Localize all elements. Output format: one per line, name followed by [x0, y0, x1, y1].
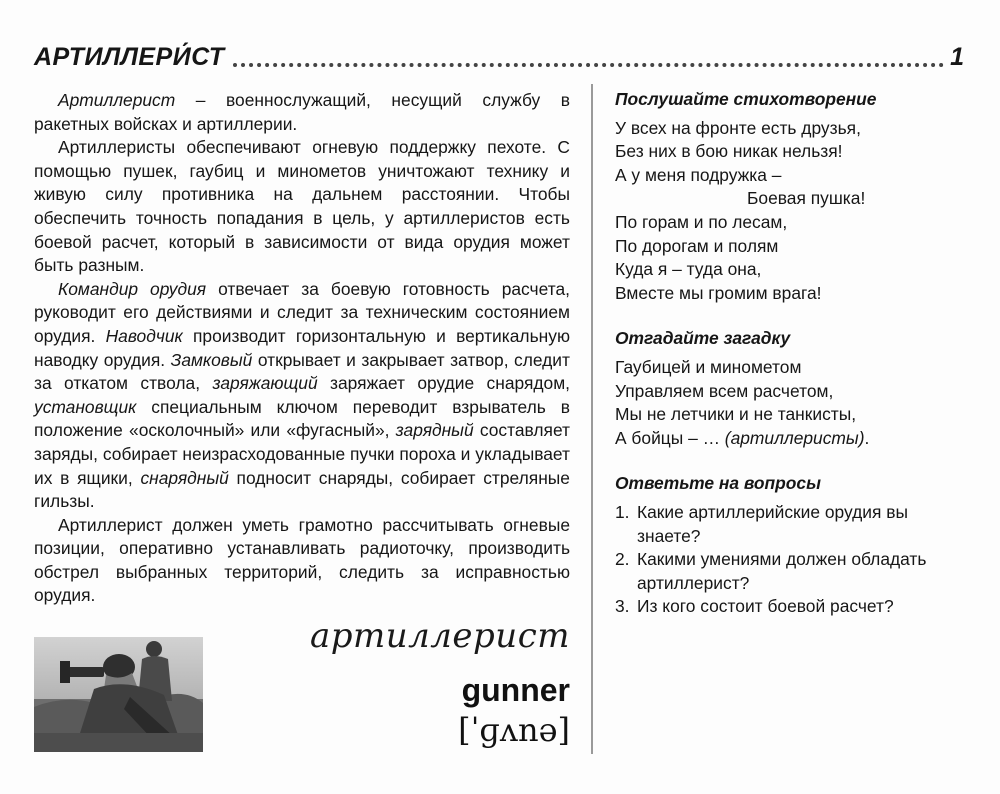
paragraph-text: открывает и закрывает затвор, следит за откатом ствола,: [34, 349, 570, 394]
riddle-line-suffix: .: [864, 427, 870, 448]
column-divider: [591, 84, 593, 754]
paragraph-text: Артиллерист должен уметь грамотно рассчитывать огневые позиции, оперативно устанавливать радиоточку, производить обстрел выбранных территорий, следить за исправностью орудия.: [34, 514, 570, 606]
term-italic: Замковый: [170, 349, 253, 370]
english-word: gunner: [461, 672, 570, 708]
sidebar: [615, 88, 975, 619]
riddle-title: Отгадайте загадку: [615, 328, 791, 349]
paragraph-text: – военнослужащий, несущий службу в ракетных войсках и артиллерии.: [34, 90, 570, 134]
poem-line: Вместе мы громим врага!: [615, 282, 822, 303]
poem-line: По дорогам и полям: [615, 235, 779, 256]
riddle-line: Мы не летчики и не танкисты,: [615, 404, 857, 425]
question-item: [615, 548, 975, 595]
question-item: [615, 501, 975, 548]
body-paragraph: [34, 136, 570, 278]
riddle: [615, 356, 975, 450]
poem: [615, 117, 975, 306]
paragraph-text: отвечает за боевую готовность расчета, руководит его действиями и следит за техническим состоянием орудия.: [34, 278, 570, 346]
paragraph-text: заряжает орудие снарядом,: [317, 373, 571, 394]
question-number: 2.: [615, 549, 630, 570]
term-italic: заряжающий: [212, 373, 318, 394]
question-number: 3.: [615, 596, 630, 617]
transcription: [ˈɡʌnə]: [458, 711, 570, 749]
poem-line: Без них в бою никак нельзя!: [615, 141, 843, 162]
riddle-line-prefix: А бойцы – …: [615, 427, 725, 448]
page-title: АРТИЛЛЕРИ́СТ: [34, 43, 225, 71]
term-italic: Артиллерист: [58, 90, 176, 110]
riddle-answer: (артиллеристы): [724, 427, 865, 448]
cursive-word: артиллерист: [309, 616, 570, 656]
poem-line: Куда я – туда она,: [615, 259, 762, 280]
term-italic: зарядный: [395, 420, 474, 441]
riddle-line: Гаубицей и минометом: [615, 356, 802, 377]
artillerist-photo-illustration: [34, 637, 203, 752]
poem-line: По горам и по лесам,: [615, 211, 788, 232]
body-paragraph: [34, 89, 570, 136]
poem-title: Послушайте стихотворение: [615, 89, 877, 109]
poem-line: А у меня подружка –: [615, 164, 782, 185]
term-italic: снарядный: [140, 467, 229, 488]
questions-list: [615, 501, 975, 619]
question-text: Из кого состоит боевой расчет?: [637, 596, 894, 617]
riddle-line: [615, 427, 975, 451]
term-italic: Командир орудия: [58, 278, 207, 299]
paragraph-text: специальным ключом переводит взрыватель в положение «осколочный» или «фугасный»,: [34, 396, 570, 441]
paragraph-text: подносит снаряды, собирает стреляные гильзы.: [34, 467, 570, 512]
questions-title: Ответьте на вопросы: [615, 473, 821, 494]
poem-line: Боевая пушка!: [747, 188, 866, 209]
artillerist-photo: [34, 637, 203, 752]
page-number: 1: [950, 43, 964, 71]
riddle-line: Управляем всем расчетом,: [615, 380, 834, 401]
paragraph-text: производит горизонтальную и вертикальную наводку орудия.: [34, 325, 570, 370]
term-italic: Наводчик: [105, 325, 183, 346]
poem-line: У всех на фронте есть друзья,: [615, 117, 861, 138]
page-header: [34, 30, 964, 70]
main-text: [34, 89, 570, 608]
body-paragraph: [34, 514, 570, 608]
question-text: Какими умениями должен обладать артиллерист?: [637, 549, 927, 593]
question-item: [615, 595, 975, 619]
paragraph-text: составляет заряды, собирает неизрасходованные пучки пороха и укладывает их в ящики,: [34, 420, 571, 488]
body-paragraph: [34, 278, 570, 514]
paragraph-text: Артиллеристы обеспечивают огневую поддержку пехоте. С помощью пушек, гаубиц и минометов уничтожают технику и живую силу противника на дальнем расстоянии. Чтобы обеспечить точность попадания в цель, у артиллеристов есть боевой расчет, который в зависимости от вида орудия может быть разным.: [34, 137, 570, 276]
question-text: Какие артиллерийские орудия вы знаете?: [637, 501, 908, 546]
dotted-leader: [233, 63, 945, 67]
question-number: 1.: [615, 501, 630, 522]
term-italic: установщик: [34, 396, 137, 417]
